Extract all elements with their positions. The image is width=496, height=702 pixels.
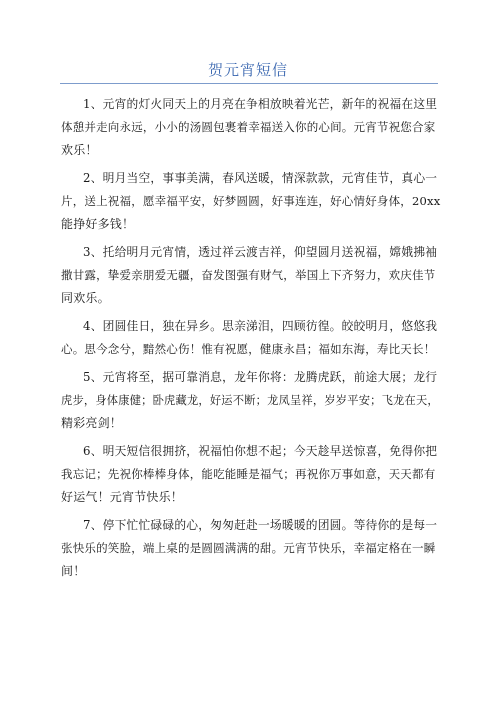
paragraph-line: 1、元宵的灯火同天上的月亮在争相放映着光芒，新年的祝福在这里 — [83, 97, 438, 111]
paragraph-line: 间！ — [61, 564, 86, 578]
paragraph-line: 能挣好多钱！ — [61, 217, 135, 231]
paragraph-line: 3、托给明月元宵情，透过祥云渡吉祥，仰望圆月送祝福，嫦娥拂袖 — [83, 245, 438, 259]
paragraph-3 — [61, 241, 441, 310]
paragraph-5 — [61, 366, 441, 435]
paragraph-line: 体憩并走向永远，小小的汤圆包裹着幸福送入你的心间。元宵节祝您合家 — [61, 120, 436, 134]
paragraph-line: 欢乐！ — [61, 143, 98, 157]
paragraph-line: 片，送上祝福，愿幸福平安，好梦圆圆，好事连连，好心情好身体，20xx — [61, 194, 441, 208]
title-underline — [60, 83, 438, 84]
paragraph-line: 好运气！元宵节快乐！ — [61, 490, 184, 504]
paragraph-7 — [61, 514, 441, 583]
paragraph-2 — [61, 167, 441, 236]
paragraph-line: 2、明月当空，事事美满，春风送暖，情深款款，元宵佳节，真心一 — [83, 171, 438, 185]
paragraph-line: 撒甘露，挚爱亲朋爱无疆，奋发图强有财气，举国上下齐努力，欢庆佳节 — [61, 268, 436, 282]
paragraph-line: 张快乐的笑脸，端上桌的是圆圆满满的甜。元宵节快乐，幸福定格在一瞬 — [61, 541, 436, 555]
paragraph-line: 精彩亮剑！ — [61, 416, 123, 430]
paragraph-line: 我忘记；先祝你棒棒身体，能吃能睡是福气；再祝你万事如意，天天都有 — [61, 467, 436, 481]
document-title: 贺元宵短信 — [207, 61, 288, 79]
paragraph-line: 虎步，身体康健；卧虎藏龙，好运不断；龙凤呈祥，岁岁平安；飞龙在天， — [61, 394, 439, 407]
paragraph-line: 5、元宵将至，据可靠消息，龙年你将：龙腾虎跃，前途大展；龙行 — [83, 370, 438, 384]
paragraph-line: 4、团圆佳日，独在异乡。思亲涕泪，四顾彷徨。皎皎明月，悠悠我 — [83, 319, 438, 333]
paragraph-line: 6、明天短信很拥挤，祝福怕你想不起；今天趁早送惊喜，免得你把 — [83, 444, 438, 458]
paragraph-line: 7、停下忙忙碌碌的心，匆匆赶赴一场暖暖的团圆。等待你的是每一 — [83, 518, 438, 532]
paragraph-6 — [61, 440, 441, 509]
paragraph-line: 同欢乐。 — [61, 291, 110, 305]
paragraph-1 — [61, 93, 441, 162]
paragraph-4 — [61, 315, 441, 361]
paragraph-line: 心。思今念兮，黯然心伤！惟有祝愿，健康永昌；福如东海，寿比天长！ — [61, 342, 436, 356]
